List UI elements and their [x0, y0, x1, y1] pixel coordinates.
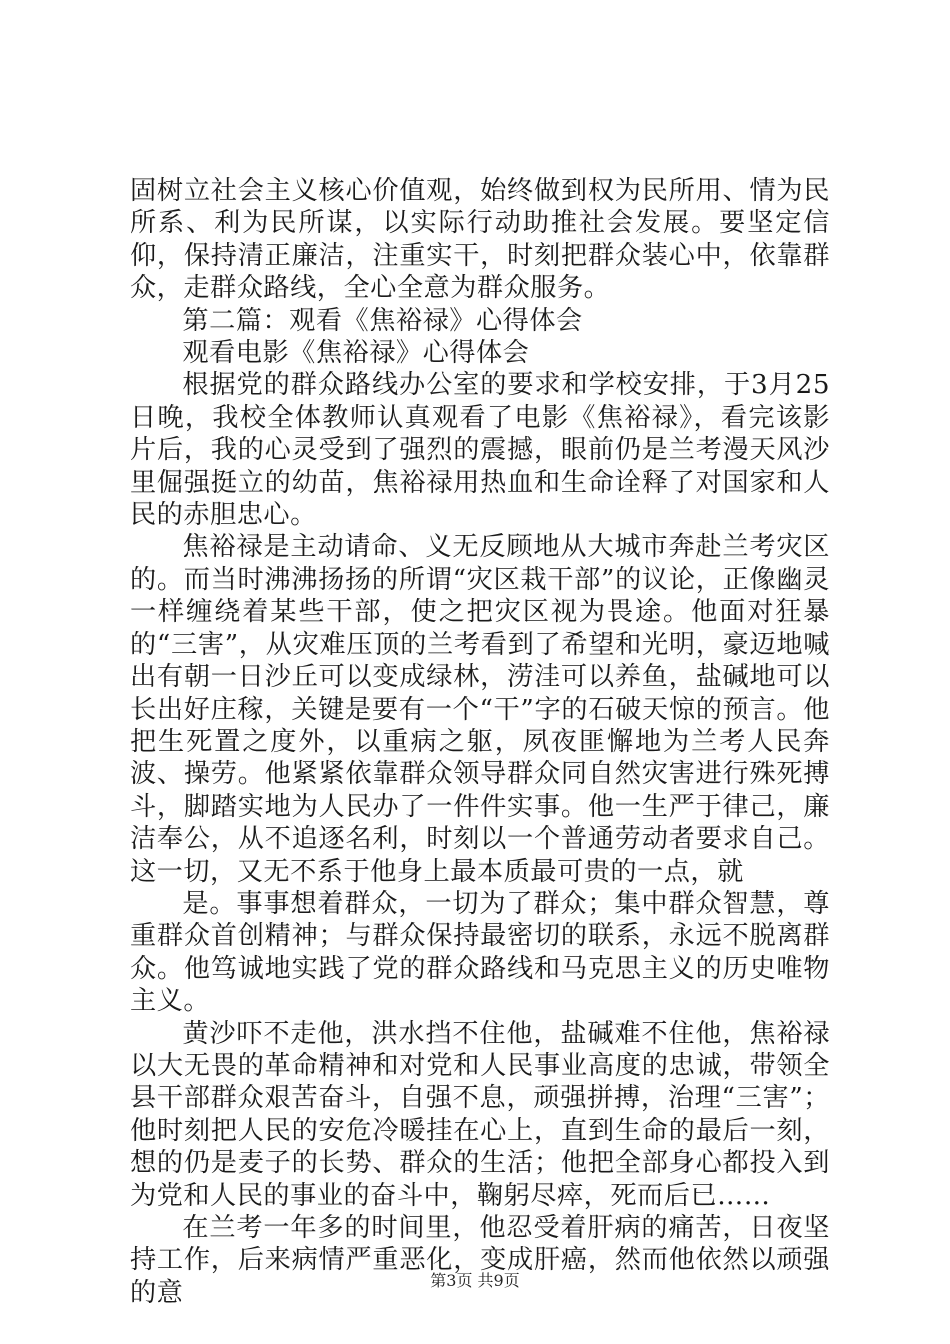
paragraph-1: 固树立社会主义核心价值观，始终做到权为民所用、情为民所系、利为民所谋，以实际行动助推社会发展。要坚定信仰，保持清正廉洁，注重实干，时刻把群众装心中，依靠群众，走群众路线，全心全意为群众服务。	[130, 176, 830, 304]
document-body	[130, 175, 830, 1309]
section-heading: 第二篇：观看《焦裕禄》心得体会	[182, 305, 583, 336]
paragraph-6: 在兰考一年多的时间里，他忍受着肝病的痛苦，日夜坚持工作，后来病情严重恶化，变成肝癌，然而他依然以顽强的意	[130, 1213, 830, 1308]
paragraph-2: 根据党的群众路线办公室的要求和学校安排，于3月25日晚，我校全体教师认真观看了电影《焦裕禄》，看完该影片后，我的心灵受到了强烈的震撼，眼前仍是兰考漫天风沙里倔强挺立的幼苗，焦裕禄用热血和生命诠释了对国家和人民的赤胆忠心。	[130, 370, 830, 531]
article-title: 观看电影《焦裕禄》心得体会	[182, 338, 530, 369]
page-number-footer: 第3页 共9页	[430, 1271, 520, 1290]
paragraph-5: 黄沙吓不走他，洪水挡不住他，盐碱难不住他，焦裕禄以大无畏的革命精神和对党和人民事业高度的忠诚，带领全县干部群众艰苦奋斗，自强不息，顽强拼搏，治理“三害”；他时刻把人民的安危冷暖挂在心上，直到生命的最后一刻，想的仍是麦子的长势、群众的生活；他把全部身心都投入到为党和人民的事业的奋斗中，鞠躬尽瘁，死而后已……	[130, 1018, 830, 1211]
paragraph-3: 焦裕禄是主动请命、义无反顾地从大城市奔赴兰考灾区的。而当时沸沸扬扬的所谓“灾区栽干部”的议论，正像幽灵一样缠绕着某些干部，使之把灾区视为畏途。他面对狂暴的“三害”，从灾难压顶的兰考看到了希望和光明，豪迈地喊出有朝一日沙丘可以变成绿林，涝洼可以养鱼，盐碱地可以长出好庄稼，关键是要有一个“干”字的石破天惊的预言。他把生死置之度外，以重病之躯，夙夜匪懈地为兰考人民奔波、操劳。他紧紧依靠群众领导群众同自然灾害进行殊死搏斗，脚踏实地为人民办了一件件实事。他一生严于律己，廉洁奉公，从不追逐名利，时刻以一个普通劳动者要求自己。这一切，又无不系于他身上最本质最可贵的一点，就	[130, 532, 830, 887]
paragraph-4: 是。事事想着群众，一切为了群众；集中群众智慧，尊重群众首创精神；与群众保持最密切的联系，永远不脱离群众。他笃诚地实践了党的群众路线和马克思主义的历史唯物主义。	[130, 888, 830, 1017]
